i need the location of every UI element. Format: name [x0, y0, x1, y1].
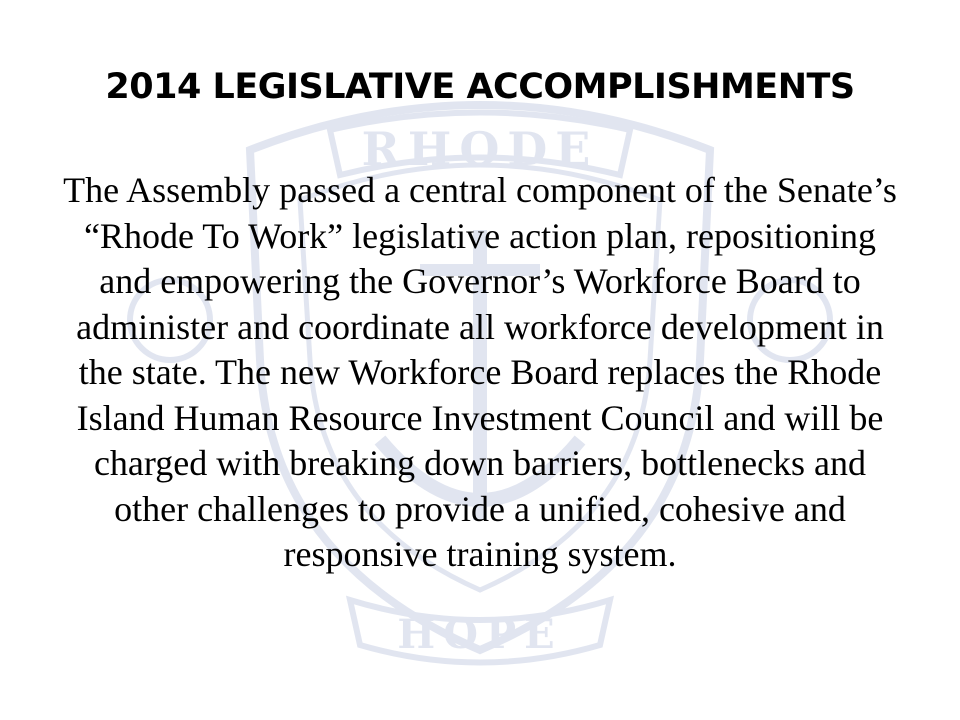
- seal-bottom-text: HOPE: [397, 611, 563, 658]
- seal-top-text: RHODE: [361, 122, 599, 176]
- slide-body-paragraph: The Assembly passed a central component of the Senate’s “Rhode To Work” legislative action plan, repositioning and empowering the Governor’s Workforce Board to administer and coordinate all workforce development in the state. The new Workforce Board replaces the Rhode Island Human Resource Investment Council and will be charged with breaking down barriers, bottlenecks and other challenges to provide a unified, cohesive and responsive training system.: [63, 170, 897, 574]
- slide-title: 2014 LEGISLATIVE ACCOMPLISHMENTS: [105, 67, 855, 107]
